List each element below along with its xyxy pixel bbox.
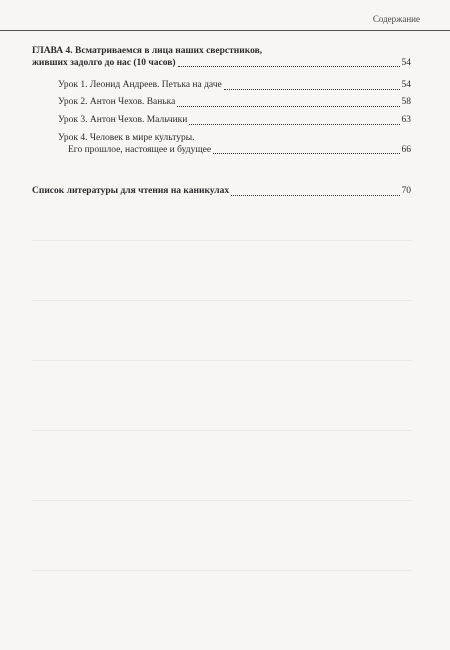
- lesson-title: Урок 2. Антон Чехов. Ванька: [58, 97, 176, 107]
- show-through-mark: [32, 360, 412, 361]
- lesson-title-line1: Урок 4. Человек в мире культуры.: [58, 133, 195, 143]
- leader-dots: [189, 124, 399, 125]
- lesson-title: Урок 3. Антон Чехов. Мальчики: [58, 115, 188, 125]
- chapter-title-line1: ГЛАВА 4. Всматриваемся в лица наших сверстников,: [32, 46, 263, 56]
- lesson-page-number: 63: [401, 115, 411, 125]
- chapter-title-line2: живших задолго до нас (10 часов): [32, 57, 176, 68]
- toc-item-lesson-1[interactable]: [58, 80, 411, 92]
- show-through-mark: [32, 500, 412, 501]
- show-through-mark: [32, 300, 412, 301]
- chapter-page-number: 54: [401, 57, 411, 68]
- show-through-mark: [32, 430, 412, 431]
- leader-dots: [213, 153, 399, 154]
- toc-item-lesson-3[interactable]: [58, 115, 411, 127]
- lesson-page-number: 54: [401, 80, 411, 90]
- show-through-mark: [32, 240, 412, 241]
- toc-item-reading-list[interactable]: [32, 186, 411, 198]
- leader-dots: [224, 89, 400, 90]
- reading-list-title: Список литературы для чтения на каникулах: [32, 186, 230, 196]
- toc-item-lesson-4[interactable]: [58, 133, 411, 156]
- leader-dots: [231, 195, 399, 196]
- show-through-mark: [32, 570, 412, 571]
- header-rule: [0, 30, 450, 31]
- lesson-title: Урок 1. Леонид Андреев. Петька на даче: [58, 80, 222, 90]
- toc-item-lesson-2[interactable]: [58, 97, 411, 109]
- leader-dots: [178, 66, 400, 67]
- reading-list-page-number: 70: [401, 186, 411, 196]
- leader-dots: [177, 106, 399, 107]
- chapter-entry[interactable]: [32, 46, 411, 69]
- lesson-title-line2: Его прошлое, настоящее и будущее: [68, 144, 212, 155]
- page-section-header: Содержание: [372, 14, 420, 24]
- lesson-page-number: 66: [401, 144, 411, 155]
- lesson-page-number: 58: [401, 97, 411, 107]
